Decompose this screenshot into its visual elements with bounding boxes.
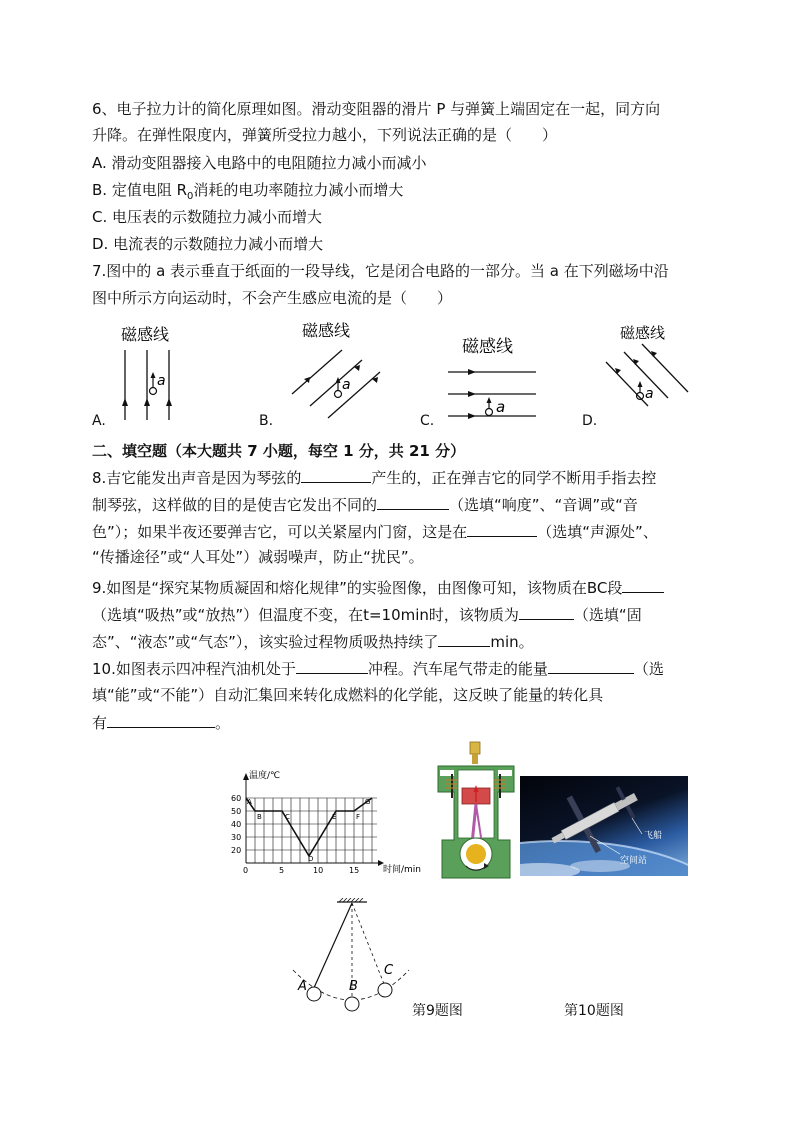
q6-option-c: C. 电压表的示数随拉力减小而增大	[92, 208, 323, 226]
q9-line2: （选填“吸热”或“放热”）但温度不变，在t=10min时，该物质为 （选填“固	[92, 606, 642, 624]
q6-stem-line2: 升降。在弹性限度内，弹簧所受拉力越小，下列说法正确的是（ ）	[92, 126, 558, 144]
q7-option-b-label: B.	[259, 413, 274, 429]
q9-temperature-graph	[228, 762, 432, 874]
svg-text:a: a	[157, 373, 166, 389]
svg-text:B: B	[349, 979, 358, 994]
q9-line1: 9.如图是“探究某物质凝固和熔化规律”的实验图像，由图像可知，该物质在BC段	[92, 577, 664, 598]
svg-text:5: 5	[279, 866, 285, 874]
svg-text:a: a	[496, 398, 506, 416]
svg-text:a: a	[342, 377, 351, 393]
pendulum-diagram	[285, 898, 415, 1016]
q6-option-d: D. 电流表的示数随拉力减小而增大	[92, 235, 324, 253]
spacecraft-illustration	[520, 776, 688, 876]
section-2-heading: 二、填空题（本大题共 7 小题，每空 1 分，共 21 分）	[92, 442, 466, 460]
svg-text:15: 15	[349, 866, 360, 874]
q7-figure-d	[596, 318, 696, 418]
q7-stem-line1: 7.图中的 a 表示垂直于纸面的一段导线，它是闭合电路的一部分。当 a 在下列磁场中沿	[92, 262, 669, 280]
figure-10-caption: 第10题图	[564, 1003, 624, 1019]
q9-blank-3[interactable]	[438, 631, 490, 647]
q7-stem-line2: 图中所示方向运动时，不会产生感应电流的是（ ）	[92, 289, 453, 307]
q7-figure-c	[440, 330, 540, 425]
q9-line3: 态”、“液态”或“气态”），该实验过程物质吸热持续了 min。	[92, 633, 534, 651]
q7-figure-b	[280, 316, 390, 421]
svg-text:0: 0	[243, 866, 249, 874]
svg-text:40: 40	[231, 820, 242, 829]
svg-text:E: E	[332, 813, 337, 821]
q6-option-b: B. 定值电阻 $R_0$消耗的电功率随拉力减小而增大	[92, 181, 404, 202]
spacecraft-docking-photo	[520, 776, 688, 876]
svg-text:a: a	[645, 386, 654, 402]
svg-text:20: 20	[231, 846, 242, 855]
svg-text:G: G	[365, 798, 371, 806]
q10-line1: 10.如图表示四冲程汽油机处于 冲程。汽车尾气带走的能量 （选	[92, 660, 664, 678]
q7-figure-a	[105, 318, 195, 423]
svg-text:飞船: 飞船	[644, 831, 663, 841]
q10-line2: 填“能”或“不能”）自动汇集回来转化成燃料的化学能，这反映了能量的转化具	[92, 686, 604, 704]
svg-text:F: F	[356, 813, 361, 821]
q7-option-c-label: C.	[420, 413, 435, 429]
svg-text:C: C	[384, 963, 394, 978]
svg-text:30: 30	[231, 833, 242, 842]
svg-text:磁感线: 磁感线	[121, 325, 170, 344]
svg-text:磁感线: 磁感线	[620, 324, 666, 342]
svg-text:温度/℃: 温度/℃	[249, 771, 281, 781]
figure-9-caption: 第9题图	[412, 1003, 463, 1019]
q8-blank-2[interactable]	[377, 494, 449, 510]
q7-option-a-label: A.	[92, 413, 106, 429]
q10-line3: 有 。	[92, 714, 231, 732]
q10-blank-2[interactable]	[548, 658, 634, 674]
q7-option-d-label: D.	[582, 413, 598, 429]
svg-text:A: A	[247, 798, 252, 806]
q8-line1: 8.吉它能发出声音是因为琴弦的 产生的，正在弹吉它的同学不断用手指去控	[92, 469, 657, 487]
svg-text:A: A	[298, 979, 307, 994]
q10-blank-3[interactable]	[107, 712, 215, 728]
q8-line3: 色”）；如果半夜还要弹吉它，可以关紧屋内门窗，这是在 （选填“声源处”、	[92, 523, 658, 541]
q6-option-a: A. 滑动变阻器接入电路中的电阻随拉力减小而减小	[92, 154, 427, 172]
svg-text:10: 10	[313, 866, 324, 874]
svg-text:D: D	[308, 855, 314, 863]
q8-line2: 制琴弦，这样做的目的是使吉它发出不同的 （选填“响度”、“音调”或“音	[92, 496, 638, 514]
svg-text:时间/min: 时间/min	[383, 865, 422, 874]
svg-text:C: C	[285, 813, 290, 821]
q9-blank-2[interactable]	[519, 604, 574, 620]
svg-text:磁感线: 磁感线	[462, 337, 513, 357]
q9-blank-1[interactable]	[622, 577, 664, 593]
q10-engine-diagram	[432, 740, 520, 880]
q6-stem-line1: 6、电子拉力计的简化原理如图。滑动变阻器的滑片 P 与弹簧上端固定在一起，同方向	[92, 100, 661, 118]
q8-blank-1[interactable]	[301, 467, 371, 483]
svg-text:磁感线: 磁感线	[302, 321, 351, 340]
q10-blank-1[interactable]	[296, 658, 368, 674]
svg-text:B: B	[257, 813, 262, 821]
q8-blank-3[interactable]	[467, 521, 537, 537]
svg-text:60: 60	[231, 794, 242, 803]
q8-line4: “传播途径”或“人耳处”）减弱噪声，防止“扰民”。	[92, 548, 424, 566]
svg-text:空间站: 空间站	[620, 856, 648, 866]
svg-text:50: 50	[231, 807, 242, 816]
